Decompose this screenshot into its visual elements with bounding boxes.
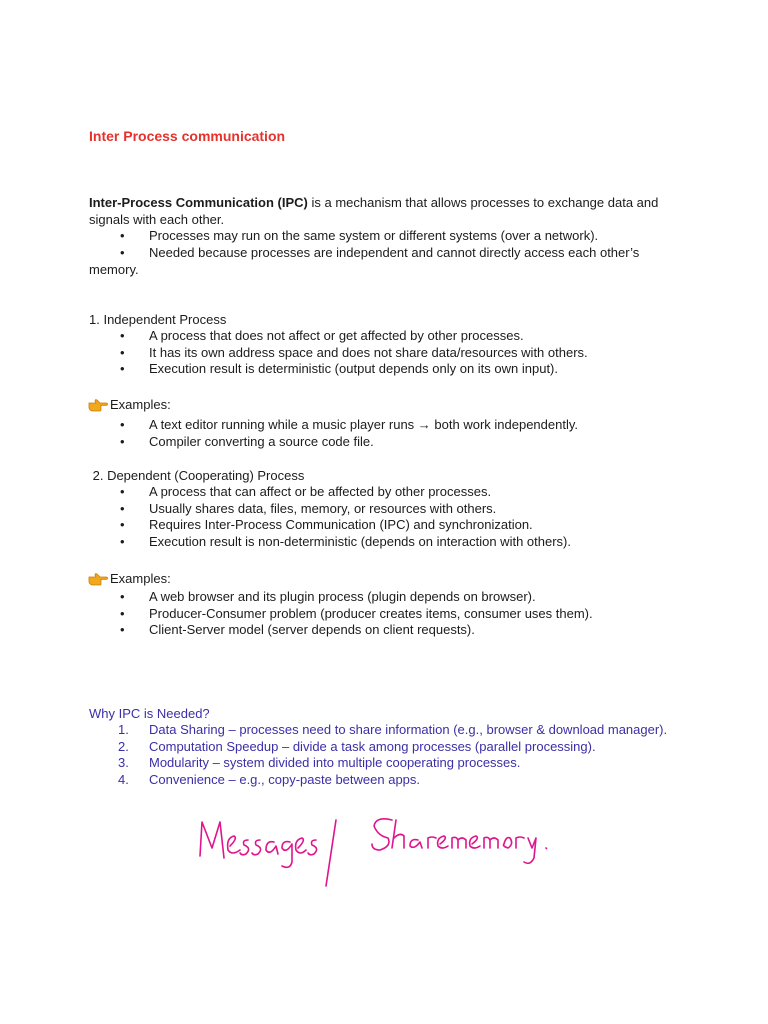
numbered-item: 3. Modularity – system divided into multiple cooperating processes. <box>118 755 521 771</box>
examples-label: Examples: <box>110 397 171 412</box>
section-heading-independent: 1. Independent Process <box>89 312 227 327</box>
list-item: • Needed because processes are independent and cannot directly access each other’s <box>118 245 639 262</box>
intro-paragraph <box>89 195 689 228</box>
why-heading: Why IPC is Needed? <box>89 706 210 721</box>
list-item: • Producer-Consumer problem (producer creates items, consumer uses them). <box>118 606 593 623</box>
list-item: • Execution result is deterministic (output depends only on its own input). <box>118 361 588 378</box>
list-item: • Requires Inter-Process Communication (IPC) and synchronization. <box>118 517 571 534</box>
dependent-examples-label <box>88 571 171 588</box>
dependent-bullets <box>118 484 571 550</box>
pointing-hand-icon <box>88 398 108 412</box>
list-item: • A process that can affect or be affected by other processes. <box>118 484 571 501</box>
intro-continuation: memory. <box>89 262 139 277</box>
intro-term: Inter-Process Communication (IPC) <box>89 195 308 210</box>
numbered-item: 4. Convenience – e.g., copy-paste between apps. <box>118 771 421 787</box>
intro-text: is a mechanism that allows processes to exchange data and signals with each other. <box>89 195 659 227</box>
list-item: • Processes may run on the same system or different systems (over a network). <box>118 228 639 245</box>
independent-examples <box>118 417 578 450</box>
list-item: • A process that does not affect or get affected by other processes. <box>118 328 588 345</box>
numbered-item: 2. Computation Speedup – divide a task among processes (parallel processing). <box>118 738 596 754</box>
list-item: • A text editor running while a music player runs → both work independently. <box>118 417 578 434</box>
intro-bullets <box>118 228 639 261</box>
page-title: Inter Process communication <box>89 128 286 144</box>
examples-label: Examples: <box>110 571 171 586</box>
list-item: • Client-Server model (server depends on client requests). <box>118 622 593 639</box>
dependent-examples <box>118 589 593 639</box>
independent-bullets <box>118 328 588 378</box>
section-heading-dependent: 2. Dependent (Cooperating) Process <box>89 468 305 483</box>
list-item: • A web browser and its plugin process (plugin depends on browser). <box>118 589 593 606</box>
independent-examples-label <box>88 397 171 414</box>
list-item: • Usually shares data, files, memory, or resources with others. <box>118 501 571 518</box>
list-item: • It has its own address space and does not share data/resources with others. <box>118 345 588 362</box>
why-list <box>118 722 667 788</box>
list-item: • Compiler converting a source code file. <box>118 434 578 451</box>
numbered-item: 1. Data Sharing – processes need to share information (e.g., browser & download manager). <box>118 722 668 737</box>
handwritten-annotation <box>180 808 560 890</box>
pointing-hand-icon <box>88 572 108 586</box>
list-item: • Execution result is non-deterministic (depends on interaction with others). <box>118 534 571 551</box>
